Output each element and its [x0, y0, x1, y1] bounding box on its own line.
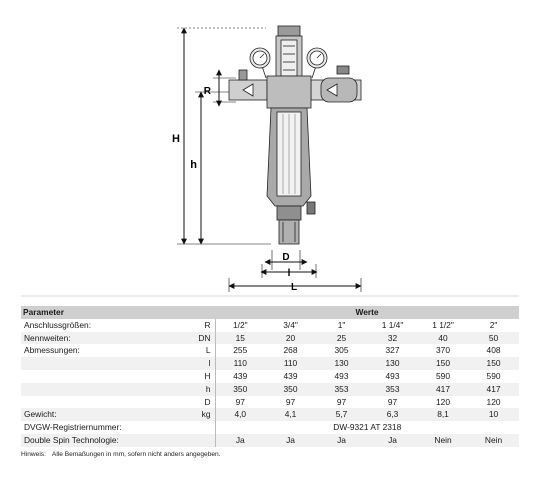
- row-unit: L: [169, 344, 215, 357]
- row-label: Nennweiten:: [21, 332, 169, 345]
- table-cell: 110: [265, 357, 316, 370]
- table-cell: 1": [337, 319, 346, 330]
- row-unit: [169, 421, 215, 434]
- row-unit: l: [169, 357, 215, 370]
- dimension-D: [265, 250, 307, 270]
- row-unit: [169, 434, 215, 447]
- row-label: [21, 357, 169, 370]
- row-label: Gewicht:: [21, 408, 169, 421]
- table-row: [21, 396, 519, 409]
- table-cell: 97: [336, 396, 347, 407]
- dimension-L: [229, 278, 361, 293]
- dimension-label-L: L: [290, 282, 298, 293]
- table-cell: 97: [285, 396, 296, 407]
- table-cell: 353: [316, 383, 367, 396]
- filter-illustration: [229, 26, 361, 244]
- table-cell: 4,1: [265, 408, 316, 421]
- table-cell: 20: [265, 332, 316, 345]
- dimension-l: [261, 264, 317, 279]
- row-unit: h: [169, 383, 215, 396]
- row-unit: D: [169, 396, 215, 409]
- table-cell: 1/2": [232, 319, 248, 330]
- header-werte: Werte: [215, 306, 519, 319]
- table-row: [21, 344, 519, 357]
- table-cell: 120: [436, 396, 450, 407]
- table-cell: 130: [367, 357, 418, 370]
- row-unit: kg: [169, 408, 215, 421]
- table-cell: Ja: [316, 434, 367, 447]
- table-cell: 97: [387, 396, 398, 407]
- table-cell: 590: [486, 370, 501, 381]
- table-cell: Nein: [468, 434, 519, 447]
- filter-technical-drawing: [21, 6, 519, 297]
- row-label: Anschlussgrößen:: [24, 319, 92, 330]
- table-cell: 493: [334, 370, 349, 381]
- table-cell: 8,1: [418, 408, 468, 421]
- footnote-label: Hinweis:: [21, 451, 46, 458]
- row-unit: R: [169, 319, 215, 332]
- table-cell: 1 1/4": [381, 319, 404, 330]
- table-cell: 353: [367, 383, 418, 396]
- table-row: [21, 370, 519, 383]
- table-cell: Ja: [367, 434, 418, 447]
- table-cell: 417: [418, 383, 468, 396]
- header-parameter: Parameter: [21, 306, 215, 319]
- table-row: [21, 421, 519, 434]
- table-cell: 268: [283, 345, 298, 356]
- footnote: [21, 451, 227, 458]
- table-cell: 408: [486, 345, 501, 356]
- table-cell: 439: [233, 370, 248, 381]
- table-cell: 370: [436, 345, 450, 356]
- footnote-text: Alle Bemaßungen in mm, sofern nicht anders angegeben.: [51, 451, 221, 458]
- table-cell: Ja: [265, 434, 316, 447]
- table-cell: Nein: [418, 434, 468, 447]
- table-cell: 2": [489, 319, 498, 330]
- table-cell: 5,7: [316, 408, 367, 421]
- dimension-label-l: l: [287, 268, 291, 279]
- table-cell: 255: [233, 345, 248, 356]
- row-label: Abmessungen:: [24, 345, 80, 356]
- table-cell: 15: [215, 332, 265, 345]
- table-row: [21, 383, 519, 396]
- table-row: [21, 434, 519, 447]
- table-row: [21, 319, 519, 332]
- dimension-label-H: H: [172, 133, 180, 145]
- table-cell: 350: [215, 383, 265, 396]
- table-cell: 25: [316, 332, 367, 345]
- table-row: [21, 332, 519, 345]
- row-label: [21, 396, 169, 409]
- table-row: [21, 357, 519, 370]
- table-cell: 493: [385, 370, 400, 381]
- row-label: DVGW-Registriernummer:: [24, 422, 122, 433]
- drawing-svg: [21, 6, 519, 297]
- table-cell: 50: [468, 332, 519, 345]
- table-cell: 4,0: [215, 408, 265, 421]
- table-cell: 40: [418, 332, 468, 345]
- row-label: Double Spin Technologie:: [21, 434, 169, 447]
- table-cell: 350: [265, 383, 316, 396]
- table-cell: 97: [235, 396, 245, 407]
- table-cell: 305: [334, 345, 349, 356]
- table-cell: 32: [367, 332, 418, 345]
- table-cell: 10: [468, 408, 519, 421]
- specifications-table: [21, 306, 519, 447]
- row-unit: DN: [169, 332, 215, 345]
- table-cell: Ja: [215, 434, 265, 447]
- table-cell: 120: [486, 396, 501, 407]
- row-label: [21, 370, 169, 383]
- table-cell: 439: [283, 370, 298, 381]
- table-header-row: [21, 306, 519, 319]
- row-label: [21, 383, 169, 396]
- table-cell: 110: [215, 357, 265, 370]
- table-row: [21, 408, 519, 421]
- table-cell: 150: [418, 357, 468, 370]
- table-cell: 150: [468, 357, 519, 370]
- dimension-label-D: D: [282, 252, 290, 263]
- dimension-h: [190, 92, 231, 244]
- table-cell: 3/4": [283, 319, 298, 330]
- table-cell: 327: [385, 345, 400, 356]
- table-cell: 130: [316, 357, 367, 370]
- table-cell: 590: [436, 370, 450, 381]
- table-cell: 417: [468, 383, 519, 396]
- row-unit: H: [169, 370, 215, 383]
- table-cell: 1 1/2": [432, 319, 454, 330]
- dimension-label-R: R: [203, 86, 211, 97]
- dimension-label-h: h: [190, 159, 197, 171]
- table-cell: 6,3: [367, 408, 418, 421]
- registration-number: DW-9321 AT 2318: [333, 422, 402, 433]
